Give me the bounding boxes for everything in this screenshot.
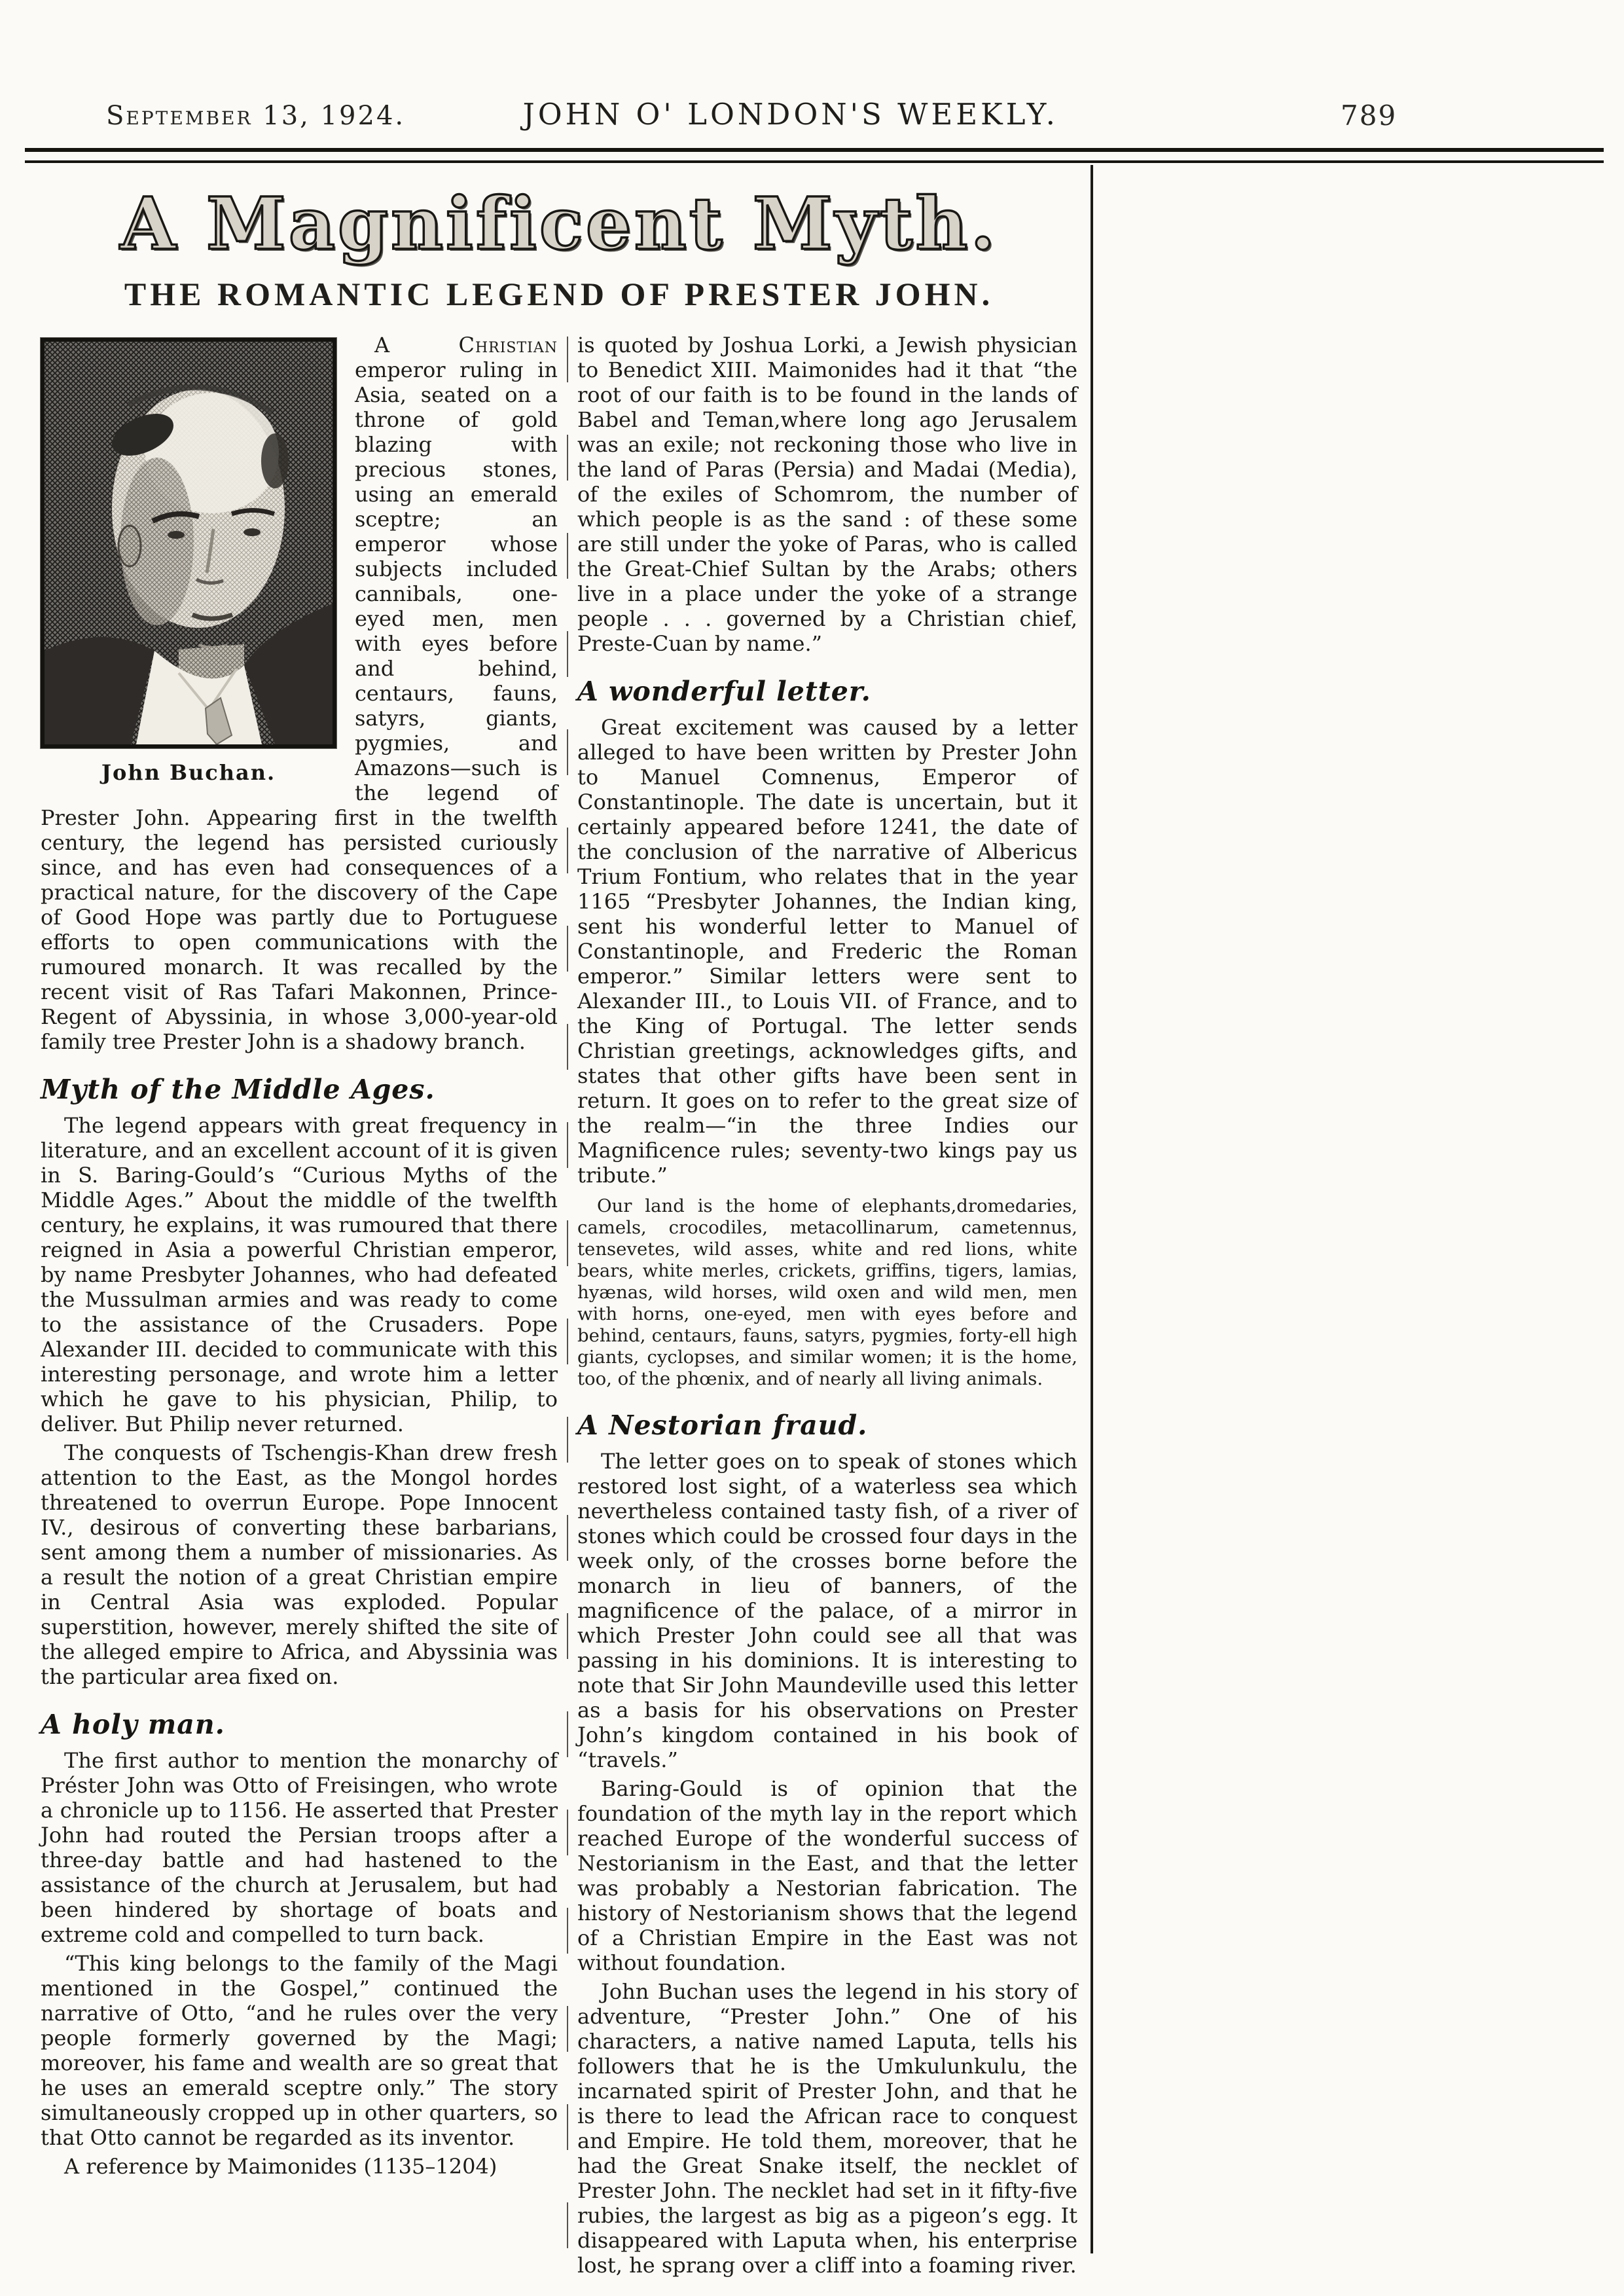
paragraph-fraud-3: John Buchan uses the legend in his story of adventure, “Prester John.” One of his characters, a native named Laputa, tells his followers that he is the Umkulunkulu, the incarnated spirit of Prester John, and that he is there to lead the African race to conquest and Empire. He told them, moreover, that he had the Great Snake itself, the necklet of Prester John. The necklet had set in it fifty-five rubies, the largest as big as a pigeon’s egg. It disappeared with Laputa when, his enterprise lost, he sprang over a cliff into a foaming river. xyxy=(577,1978,1077,2278)
portrait-frame xyxy=(41,338,336,748)
crosshead-myth-of-middle-ages: Myth of the Middle Ages. xyxy=(41,1073,435,1105)
small-type-quote: Our land is the home of elephants,dromedaries, camels, crocodiles, metacollinarum, cametennus, tensevetes, wild asses, white and red lions, white bears, white merles, crickets, griffins, tigers, lamias, hyænas, wild horses, wild oxen and wild men, men with horns, one-eyed, men with eyes before and behind, centaurs, fauns, satyrs, pygmies, forty-ell high giants, cyclopses, and similar women; it is the home, too, of the phœnix, and of nearly all living animals. xyxy=(577,1195,1077,1389)
paragraph-fraud-2: Baring-Gould is of opinion that the foundation of the myth lay in the report which reached Europe of the wonderful success of Nestorianism in the East, and that the letter was probably a Nestorian fabrication. The history of Nestorianism shows that the legend of a Christian Empire in the East was not without foundation. xyxy=(577,1776,1077,1975)
lead-smallcaps: A Christian xyxy=(374,332,558,357)
left-eye xyxy=(168,531,185,539)
crosshead-a-nestorian-fraud: A Nestorian fraud. xyxy=(577,1409,868,1441)
article-columns xyxy=(41,333,1077,2282)
paragraph-holy-2: “This king belongs to the family of the Magi mentioned in the Gospel,” continued the narrative of Otto, “and he rules over the very people formerly governed by the Magi; moreover, his fame and wealth are so great that he uses an emerald sceptre only.” The story simultaneously cropped up in other quarters, so that Otto cannot be regarded as its inventor. xyxy=(41,1950,558,2150)
paragraph-holy-1: The first author to mention the monarchy of Préster John was Otto of Freisingen, who wrote a chronicle up to 1156. He asserted that Prester John had routed the Persian troops after a three-day battle and had hastened to the assistance of the church at Jerusalem, but had been hindered by shortage of boats and extreme cold and compelled to turn back. xyxy=(41,1747,558,1947)
issue-date: September 13, 1924. xyxy=(106,101,406,131)
paragraph-fraud-1: The letter goes on to speak of stones which restored lost sight, of a waterless sea which nevertheless contained tasty fish, of a river of stones which could be crossed four days in the week only, of the crosses borne before the monarch in lieu of banners, of the magnificence of the palace, of a mirror in which Prester John could see all that was passing in his dominions. It is interesting to note that Sir John Maundeville used this letter as a basis for his observations on Prester John’s kingdom contained in his book of “travels.” xyxy=(577,1448,1077,1772)
paragraph-holy-3: A reference by Maimonides (1135–1204) xyxy=(64,2153,497,2179)
article-title: A Magnificent Myth. xyxy=(120,181,998,266)
crosshead-a-holy-man: A holy man. xyxy=(41,1708,225,1740)
paragraph-myth-2: The conquests of Tschengis-Khan drew fresh attention to the East, as the Mongol hordes threatened to overrun Europe. Pope Innocent IV., desirous of converting these barbarians, sent among them a number of missionaries. As a result the notion of a great Christian empire in Central Asia was exploded. Popular superstition, however, merely shifted the site of the alleged empire to Africa, and Abyssinia was the particular area fixed on. xyxy=(41,1440,558,1689)
page-number: 789 xyxy=(1341,100,1398,132)
portrait-photo xyxy=(45,342,333,744)
crosshead-a-wonderful-letter: A wonderful letter. xyxy=(577,675,871,707)
photo-caption: John Buchan. xyxy=(101,759,276,785)
left-column xyxy=(41,333,558,2282)
column-divider-rule xyxy=(567,337,568,2282)
portrait-figure xyxy=(41,338,336,785)
article-subtitle: THE ROMANTIC LEGEND OF PRESTER JOHN. xyxy=(124,275,994,312)
paragraph-myth-1: The legend appears with great frequency in literature, and an excellent account of it is given in S. Baring-Gould’s “Curious Myths of the Middle Ages.” About the middle of the twelfth century, he explains, it was rumoured that there reigned in Asia a powerful Christian emperor, by name Presbyter Johannes, who had defeated the Mussulman armies and was ready to come to the assistance of the Crusaders. Pope Alexander III. decided to communicate with this interesting personage, and wrote him a letter which he gave to his physician, Philip, to deliver. But Philip never returned. xyxy=(41,1112,558,1436)
paragraph-letter: Great excitement was caused by a letter alleged to have been written by Prester John to Manuel Comnenus, Emperor of Constantinople. The date is uncertain, but it certainly appeared before 1241, the date of the conclusion of the narrative of Albericus Trium Fontium, who relates that in the year 1165 “Presbyter Johannes, the Indian king, sent his wonderful letter to Manuel of Constantinople, and Frederic the Roman emperor.” Similar letters were sent to Alexander III., to Louis VII. of France, and to the King of Portugal. The letter sends Christian greetings, acknowledges gifts, and states that other gifts have been sent in return. It goes on to refer to the great size of the realm—“in the three Indies our Magnificence rules; seventy-two kings pay us tribute.” xyxy=(577,714,1077,1188)
header-double-rule xyxy=(25,148,1604,163)
right-column xyxy=(577,333,1077,2282)
ear xyxy=(118,526,141,566)
page-header xyxy=(0,97,1624,143)
paragraph-continuation: is quoted by Joshua Lorki, a Jewish physician to Benedict XIII. Maimonides had it that “the root of our faith is to be found in the lands of Babel and Teman,where long ago Jerusalem was an exile; not reckoning those who live in the land of Paras (Persia) and Madai (Media), of the exiles of Schomrom, the number of which people is as the sand : of these some are still under the yoke of Paras, who is called the Great-Chief Sultan by the Arabs; others live in a place under the yoke of a strange people . . . governed by a Christian chief, Preste-Cuan by name.” xyxy=(577,332,1077,656)
lead-text: emperor ruling in Asia, seated on a throne of gold blazing with precious stones, using an emerald sceptre; an emperor whose subjects included cannibals, one-eyed men, men with eyes before and behind, centaurs, fauns, satyrs, giants, pygmies, and Amazons—such is the legend of Prester John. Appearing first in the twelfth century, the legend has persisted curiously since, and has even had consequences of a practical nature, for the discovery of the Cape of Good Hope was partly due to Portuguese efforts to open communications with the rumoured monarch. It was recalled by the recent visit of Ras Tafari Makonnen, Prince-Regent of Abyssinia, in whose 3,000-year-old family tree Prester John is a shadowy branch. xyxy=(41,357,558,1054)
hair-right xyxy=(261,433,289,488)
article-right-rule xyxy=(1091,165,1093,2253)
article xyxy=(41,172,1077,2282)
right-eye xyxy=(244,528,261,536)
masthead: JOHN O' LONDON'S WEEKLY. xyxy=(522,97,1058,132)
